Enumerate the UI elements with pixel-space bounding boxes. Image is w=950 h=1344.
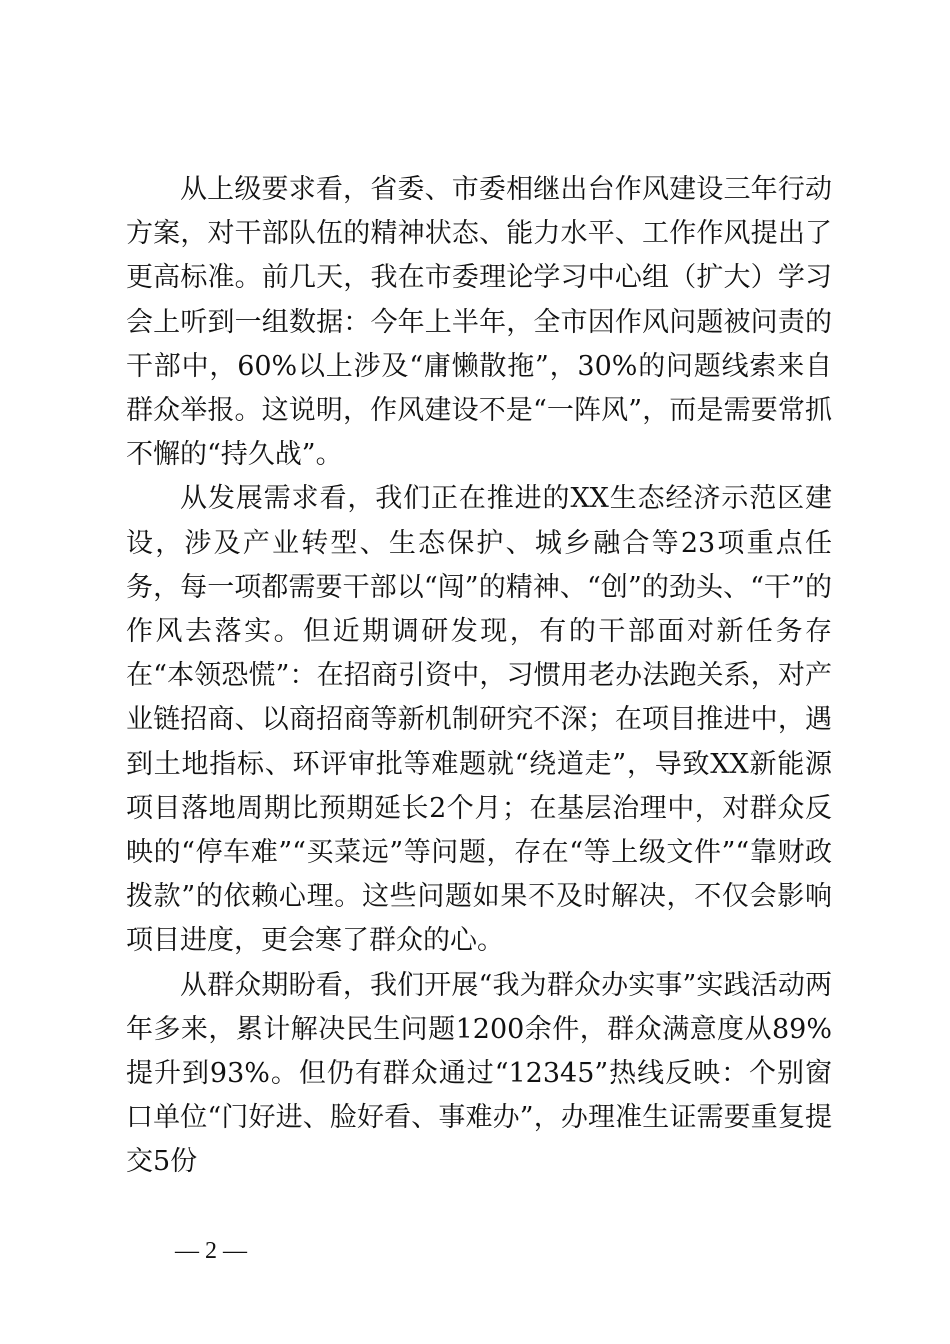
body-text [126,168,832,1185]
paragraph-public-expectations: 从群众期盼看，我们开展“我为群众办实事”实践活动两年多来，累计解决民生问题1200余件，群众满意度从89%提升到93%。但仍有群众通过“12345”热线反映：个别窗口单位“门好进、脸好看、事难办”，办理准生证需要重复提交5份 [126,969,832,1178]
paragraph-superior-requirements: 从上级要求看，省委、市委相继出台作风建设三年行动方案，对干部队伍的精神状态、能力水平、工作作风提出了更高标准。前几天，我在市委理论学习中心组（扩大）学习会上听到一组数据：今年上半年，全市因作风问题被问责的干部中，60%以上涉及“庸懒散拖”，30%的问题线索来自群众举报。这说明，作风建设不是“一阵风”，而是需要常抓不懈的“持久战”。 [126,174,832,471]
page-number: — 2 — [175,1238,247,1264]
paragraph-development-needs: 从发展需求看，我们正在推进的XX生态经济示范区建设，涉及产业转型、生态保护、城乡融合等23项重点任务，每一项都需要干部以“闯”的精神、“创”的劲头、“干”的作风去落实。但近期调研发现，有的干部面对新任务存在“本领恐慌”：在招商引资中，习惯用老办法跑关系，对产业链招商、以商招商等新机制研究不深；在项目推进中，遇到土地指标、环评审批等难题就“绕道走”，导致XX新能源项目落地周期比预期延长2个月；在基层治理中，对群众反映的“停车难”“买菜远”等问题，存在“等上级文件”“靠财政拨款”的依赖心理。这些问题如果不及时解决，不仅会影响项目进度，更会寒了群众的心。 [126,483,832,957]
